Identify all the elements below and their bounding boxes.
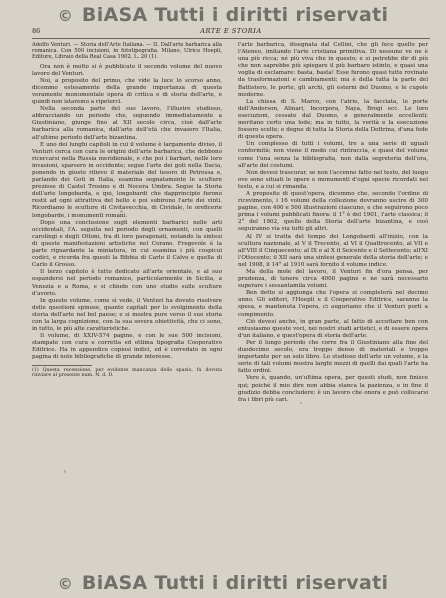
paragraph: Ora non è molto si è pubblicato il secondo volume del nuovo lavoro del Venturi. [32,63,222,77]
footnote: (1) Questa recensione, per evidente mancanza dello spazio, fu dovuta rinviare al presente num. N. d. D. [32,367,222,379]
paper-speck [300,402,302,404]
paragraph: Non devesi trascurar, se non l'accenno fatto nel testo, del luogo ove sono situati le opere e monumenti d'ogni specie ricordati nel testo, e a cui si rimanda. [238,169,428,190]
watermark-text: BiASA Tutti i diritti riservati [81,572,389,594]
paragraph: In questo volume, come si vede, il Venturi ha dovuto risolvere delle questioni spinose, quanto capitali per lo svolgimento della storia dell'arte nel bel paese; e si mostra pure verso il suo storia con la larga cognizione, con la sua severa obiettività, che ci sono, in tutto, le più alte caratteristiche. [32,297,222,333]
paragraph: Noi, a proposito del primo, che vide la luce lo scorso anno, dicemmo estesamente della grande importanza di questa veramente monumentale opera di critica e di storia dell'arte, e quindi non istaremo a ripeterci. [32,77,222,106]
paragraph: Il terzo capitolo è tutto dedicato all'arte orientale, e al suo espandersi nel periodo romanico, particolarmente in Sicilia, a Venezia e a Roma, e si chiude con uno studio sulle sculture d'avorio. [32,269,222,297]
paragraph: Un complesso di tutti i volumi, tre a una serie di uguali conformità; non viene il modo cui rintraccia, e quasi del volume come l'una senza la bibliografia, non dalla segreteria dell'ora, all'arte dei costumi. [238,141,428,169]
copyright-icon: © [57,575,73,593]
paragraph: l'arte barbarica, disegnata dal Cellini, che gli fece quello per l'Ateneo, imitando l'arte cristiana primitiva. Di nessuno ve ne è una più ricca; né più viva che in questo; e si potrebbe dir di più che non saprebbe più spiegare il più barbaro istinto, e quasi una voglia di esclamare: basta, basta! Esse furono quasi tutte rovinate da trasformazioni e cambiamenti; ma è della tutta la parte del Battistero, le porte, gli archi, gli esterni del Duomo, e le cupole moderne. [238,42,428,98]
book-reference: Adolfo Venturi. — Storia dell'Arte Italiana. — II. Dall'arte barbarica alla romanica. Con 500 incisioni, in fototipografia. Milano, Ulrico Hoepli, Editore, Libraio della Real Casa 1902. L. 20 (1). [32,42,222,61]
paragraph: La chiesa di S. Marco, con l'atrio, la facciata, le porte dell'Anderson, Alinari, Incorpora, Naya, Brogi ecc. Le loro esecuzioni, cessate dal Duomo, e generalmente eccellenti; meritano certo una lode; ma in tutto, la verità e la esecuzione fossero scelte; e degne di tutta la Storia della Dottrina, d'una fede di questa opera. [238,98,428,141]
page-header [32,27,430,39]
left-column [32,42,222,568]
paragraph: Ma della mole del lavoro, il Venturi fin d'ora pensa, per prudenza, di tenere circa 4000 pagine e ne sarà necessario superare i sessantamila volumi. [238,269,428,290]
paragraph: Al IV si tratta del tempo dei Longobardi all'inizio, con la scultura nazionale, al V il Trecento, al VI il Quattrocento, al VII e all'VIII il Cinquecento; al IX e al X il Seicento e il Settecento; all'XI l'Ottocento; il XII sarà una sintesi generale della storia dell'arte; e nel 1908, il 14° al 1910 sarà fornito il volume indice. [238,233,428,268]
paragraph: Ben detto si aggiunga che l'opera si completerà nel decimo anno. Gli editori, l'Hoepli e il Cooperativo Editrice, saranno la spesa, e mantenuta l'opera, ci auguriamo che il Venturi porti a compimento. [238,290,428,318]
paragraph: Il volume, di XXIV-574 pagine, e con le sue 500 incisioni, stampate con cura e corretta ed ottima tipografia Cooperativo Editrice. Ha in appendice copiosi indici, ed è corredato in ogni pagina di note bibliografiche di grande interesse. [32,333,222,361]
watermark-top [0,4,446,26]
right-column [238,42,428,568]
copyright-icon: © [57,7,73,25]
paragraph: Vero è, quando, un'ultima opera, per questi studi, non finisce qui; poiché il mio dire non abbia stanca la pazienza, e in fine il giudizio debba concludere: è un lavoro che onora e può collocarsi fra i libri più cari. [238,375,428,403]
paragraph: E uno dei lunghi capitoli in cui il volume è largamente diviso, il Venturi cerca con cura le origini dell'arte barbarica, che debbono ricercarsi nella Russia meridionale, e che poi i barbari, nelle loro invasioni, sparsero in occidente; segue l'arte dei goti nella Dacia, ponendo in giusto rilievo il materiale del tesoro di Petrossa e, parlando dei Goti in Italia, esamina segnatamente le sculture preziose di Castel Trosino e di Nocera Umbra. Segue la Storia dell'arte longobarda, e qui, longobardi che dapprincipio furono restii ad ogni attrattiva del bello e poi subirono l'arte dei vinti. Ricordiamo le sculture di Civitavecchia, di Cividale, le oreficerie longobarde, i monumenti romani. [32,141,222,219]
footnote-divider [32,365,92,366]
running-title: ARTE E STORIA [200,27,262,35]
paragraph: Per il lungo periodo che corre fra il Giustiniano alla fine del duodecimo secolo, era troppo denso di materiali e troppo importante per un solo libro. Lo studioso dell'arte un volume, e la serie di tali volumi mostra larghi mezzi di quelli dai quali l'arte ha fatto ordini. [238,339,428,375]
paragraph: A proposito di quest'opera, dicemmo che, secondo l'ordine di ricevimento, i 16 volumi della collezione dovranno uscire di 300 pagine, con 400 e 500 illustrazioni ciascuno, e che seguirono poco prima i volumi pubblicati finora: il 1° è del 1901, l'arte classica; il 2° del 1902, quello della Storia dell'arte bizantina, e così seguiranno via via tutti gli altri. [238,190,428,233]
paragraph: Dopo una conclusione sugli elementi barbarici nelle arti occidentali, l'A. seguita nel periodo degli ornamenti, con quelli carolingi e degli Ottoni, fra di loro paragonati, notando la sintesi di queste manifestazioni artistiche nel Corano. Fregevole è la parte riguardante la miniatura, in cui esamina i più cospicui codici, e ricorda fra questi la Bibbia di Carlo il Calvo e quella di Carlo il Grosso. [32,219,222,269]
watermark-text: BiASA Tutti i diritti riservati [81,4,389,26]
watermark-bottom [0,572,446,594]
paper-speck [120,210,123,213]
paper-speck [64,470,66,473]
paragraph: Ciò devesi anche, in gran parte, al fatto di accettare ben con entusiasmo queste voci, nei nostri studi artistici, e di essere opera d'un italiano, e quest'opera di storia dell'arte. [238,318,428,339]
paragraph: Nella seconda parte del suo lavoro, l'illustre studioso, abbracciando un periodo che, seguendo immediatamente a Giustiniano, giunge fino al XII secolo circa, cioè dall'arte barbarica alla romanica, dall'arte dell'età che invasero l'Italia, all'ultimo periodo dell'arte bizantina. [32,106,222,141]
page-number: 86 [32,27,41,35]
